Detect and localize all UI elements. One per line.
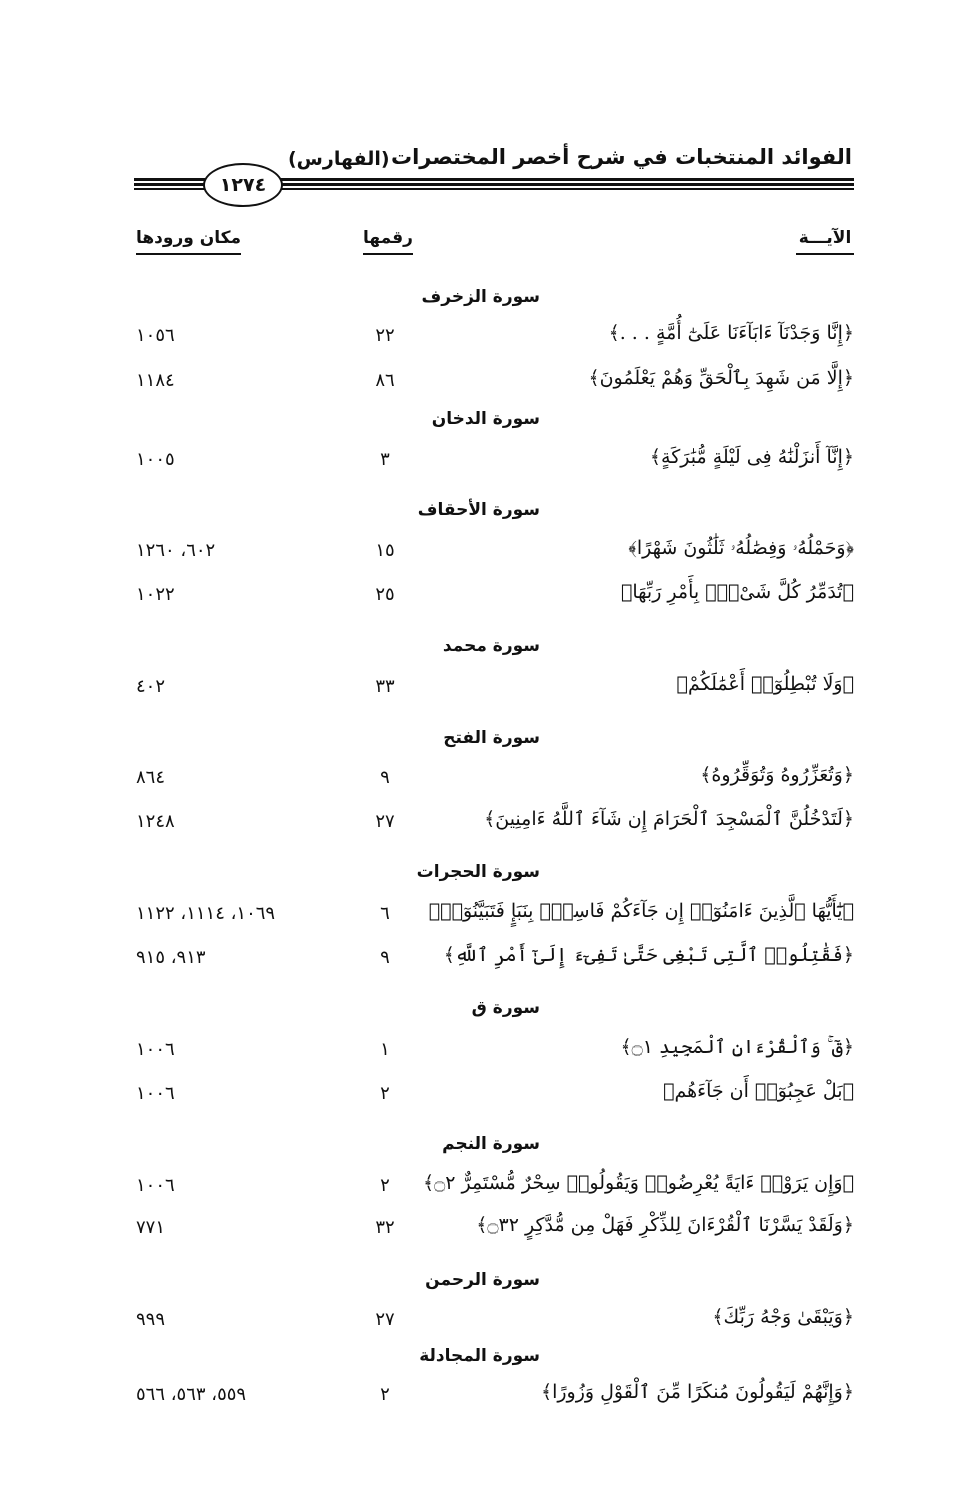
ayah-place: ١٠٠٥	[136, 449, 175, 470]
ayah-number: ١٥	[375, 540, 395, 561]
surah-heading: سورة المجادلة	[419, 1346, 540, 1366]
ayah-text: ﴿لَتَدْخُلُنَّ ٱلْمَسْجِدَ ٱلْحَرَامَ إِن شَآءَ ٱللَّهُ ءَامِنِينَ﴾	[484, 808, 854, 830]
section-title: (الفهارس)	[288, 148, 390, 170]
ayah-number: ٢	[380, 1175, 390, 1196]
ayah-number: ١	[380, 1039, 390, 1060]
ayah-place: ١٠٦٩، ١١١٤، ١١٢٢	[136, 903, 276, 924]
ayah-text: ﴿فَقَٰتِلُوا۟ ٱلَّتِى تَبْغِى حَتَّىٰ تَفِىٓءَ إِلَىٰٓ أَمْرِ ٱللَّهِ﴾	[443, 944, 854, 966]
ayah-place: ١٠٠٦	[136, 1083, 175, 1104]
ayah-number: ٣٣	[375, 676, 395, 697]
ayah-text: ﴿وَإِنَّهُمْ لَيَقُولُونَ مُنكَرًا مِّنَ ٱلْقَوْلِ وَزُورًا﴾	[540, 1381, 854, 1403]
book-title: الفوائد المنتخبات في شرح أخصر المختصرات	[391, 145, 852, 169]
ayah-text: ﴿وَتُعَزِّرُوهُ وَتُوَقِّرُوهُ﴾	[700, 764, 854, 786]
ayah-place: ٩٩٩	[136, 1309, 166, 1330]
ayah-number: ٦	[380, 903, 390, 924]
ayah-text: ﴿وَلَقَدْ يَسَّرْنَا ٱلْقُرْءَانَ لِلذِّكْرِ فَهَلْ مِن مُّدَّكِرٍ ۝٣٢﴾	[476, 1214, 854, 1236]
ayah-number: ٢٢	[375, 325, 395, 346]
surah-heading: سورة الدخان	[431, 409, 540, 429]
ayah-place: ٤٠٢	[136, 676, 166, 697]
ayah-number: ٢٥	[375, 584, 395, 605]
surah-heading: سورة محمد	[442, 636, 540, 656]
ayah-place: ٨٦٤	[136, 767, 166, 788]
ayah-number: ٨٦	[375, 370, 395, 391]
ayah-number: ٩	[380, 767, 390, 788]
ayah-number: ٢٧	[375, 1309, 395, 1330]
page-number: ١٢٧٤	[203, 163, 283, 207]
column-header-place: مكان ورودها	[136, 228, 241, 255]
ayah-place: ٧٧١	[136, 1217, 166, 1238]
ayah-place: ١٠٥٦	[136, 325, 175, 346]
ayah-text: ﴿وَيَبْقَىٰ وَجْهُ رَبِّكَ﴾	[712, 1306, 854, 1328]
surah-heading: سورة الرحمن	[425, 1270, 540, 1290]
ayah-place: ١٠٠٦	[136, 1039, 175, 1060]
ayah-text: ﴿تُدَمِّرُ كُلَّ شَىْءٍۭ بِأَمْرِ رَبِّهَا﴾	[620, 581, 854, 603]
ayah-number: ٩	[380, 947, 390, 968]
ayah-number: ٣	[380, 449, 390, 470]
ayah-text: ﴿إِنَّآ أَنزَلْنَٰهُ فِى لَيْلَةٍ مُّبَٰرَكَةٍ﴾	[649, 446, 854, 468]
surah-heading: سورة ق	[471, 998, 540, 1018]
ayah-text: ﴿إِلَّا مَن شَهِدَ بِٱلْحَقِّ وَهُمْ يَعْلَمُونَ﴾	[588, 367, 854, 389]
ayah-number: ٢	[380, 1083, 390, 1104]
ayah-text: ﴿يَٰٓأَيُّهَا ٱلَّذِينَ ءَامَنُوٓا۟ إِن جَآءَكُمْ فَاسِقٌۢ بِنَبَإٍ فَتَبَيَّنُوٓا۟﴾	[428, 900, 854, 922]
ayah-text: ﴿بَلْ عَجِبُوٓا۟ أَن جَآءَهُم﴾	[663, 1080, 854, 1102]
ayah-place: ٥٥٩، ٥٦٣، ٥٦٦	[136, 1384, 247, 1405]
ayah-place: ١١٨٤	[136, 370, 175, 391]
ayah-text: ﴿وَلَا تُبْطِلُوٓا۟ أَعْمَٰلَكُمْ﴾	[676, 673, 854, 695]
surah-heading: سورة الفتح	[443, 728, 540, 748]
ayah-text: ﴿قٓ ۚ وَٱلْقُرْءَانِ ٱلْمَجِيدِ ۝١﴾	[620, 1036, 854, 1058]
surah-heading: سورة الزخرف	[421, 287, 540, 307]
column-header-ayah: الآيـــة	[796, 228, 854, 255]
ayah-text: ﴿وَإِن يَرَوْا۟ ءَايَةً يُعْرِضُوا۟ وَيَقُولُوا۟ سِحْرٌ مُّسْتَمِرٌّ ۝٢﴾	[423, 1172, 854, 1194]
ayah-place: ٩١٣، ٩١٥	[136, 947, 206, 968]
column-header-number: رقمها	[363, 228, 413, 255]
ayah-place: ١٢٤٨	[136, 811, 175, 832]
ayah-text: ﴿وَحَمْلُهُۥ وَفِصَٰلُهُۥ ثَلَٰثُونَ شَهْرًا﴾	[628, 537, 854, 559]
surah-heading: سورة الأحقاف	[417, 500, 540, 520]
ayah-place: ٦٠٢، ١٢٦٠	[136, 540, 216, 561]
ayah-number: ٣٢	[375, 1217, 395, 1238]
surah-heading: سورة الحجرات	[416, 862, 540, 882]
ayah-text: ﴿إِنَّا وَجَدْنَآ ءَابَآءَنَا عَلَىٰٓ أُمَّةٍ . . .﴾	[608, 322, 854, 344]
ayah-place: ١٠٠٦	[136, 1175, 175, 1196]
ayah-place: ١٠٢٢	[136, 584, 175, 605]
ayah-number: ٢	[380, 1384, 390, 1405]
ayah-number: ٢٧	[375, 811, 395, 832]
surah-heading: سورة النجم	[442, 1134, 540, 1154]
